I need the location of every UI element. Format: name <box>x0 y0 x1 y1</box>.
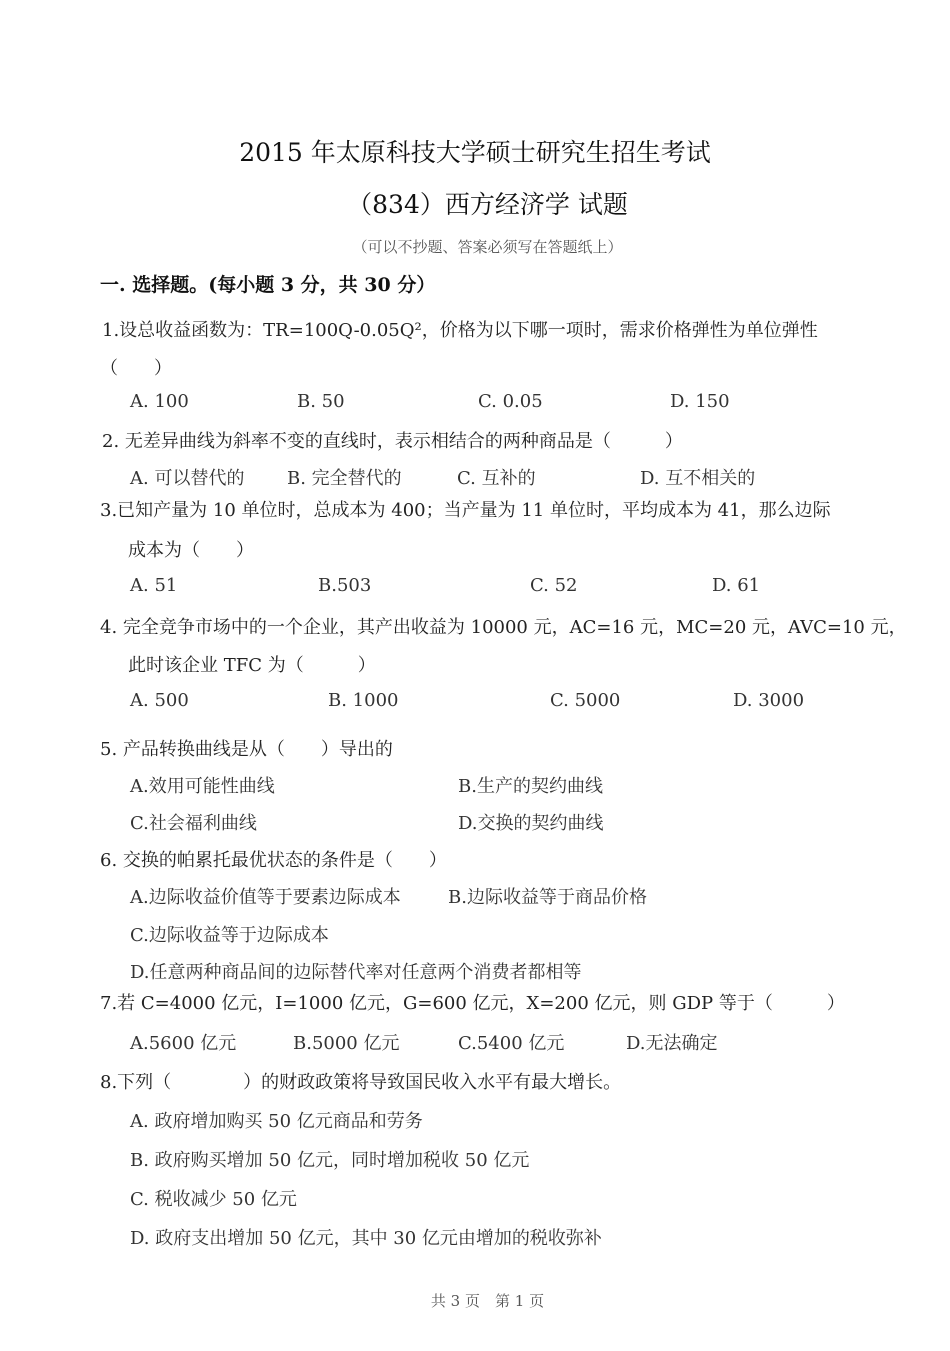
option-d: D. 61 <box>712 575 761 596</box>
option-b: B. 完全替代的 <box>287 468 402 489</box>
option-b: B. 政府购买增加 50 亿元，同时增加税收 50 亿元 <box>130 1150 530 1171</box>
option-b: B.边际收益等于商品价格 <box>448 887 647 908</box>
option-a: A. 100 <box>130 391 189 412</box>
question-text: 4. 完全竞争市场中的一个企业，其产出收益为 10000 元，AC=16 元，MC=20 元，AVC=10 元， <box>100 617 907 638</box>
question-text: 1.设总收益函数为：TR=100Q-0.05Q²，价格为以下哪一项时，需求价格弹性为单位弹性 <box>102 320 818 341</box>
option-c: C. 税收减少 50 亿元 <box>130 1189 297 1210</box>
question-text: 3.已知产量为 10 单位时，总成本为 400；当产量为 11 单位时，平均成本为 41，那么边际 <box>100 500 831 521</box>
question-text: 6. 交换的帕累托最优状态的条件是（ ） <box>100 850 447 871</box>
question-text: 2. 无差异曲线为斜率不变的直线时，表示相结合的两种商品是（ ） <box>102 431 683 452</box>
option-d: D.无法确定 <box>626 1033 718 1054</box>
page-number: 共 3 页 第 1 页 <box>430 1292 545 1310</box>
question-text-cont: 此时该企业 TFC 为（ ） <box>128 655 376 676</box>
option-b: B. 50 <box>297 391 345 412</box>
section-heading: 一. 选择题。(每小题 3 分，共 30 分） <box>100 274 436 296</box>
option-c: C. 0.05 <box>478 391 543 412</box>
option-a: A. 51 <box>130 575 178 596</box>
option-d: D. 150 <box>670 391 730 412</box>
option-a: A.5600 亿元 <box>130 1033 237 1054</box>
exam-subtitle: （834）西方经济学 试题 <box>347 190 628 219</box>
option-a: A.效用可能性曲线 <box>130 776 275 797</box>
option-b: B. 1000 <box>328 690 399 711</box>
question-text: 8.下列（ ）的财政政策将导致国民收入水平有最大增长。 <box>100 1072 622 1093</box>
option-a: A. 500 <box>130 690 189 711</box>
option-d: D.交换的契约曲线 <box>458 813 604 834</box>
option-c: C.边际收益等于边际成本 <box>130 925 329 946</box>
exam-title: 2015 年太原科技大学硕士研究生招生考试 <box>239 138 711 167</box>
answer-blank: （ ） <box>100 358 172 379</box>
question-text: 7.若 C=4000 亿元，I=1000 亿元，G=600 亿元，X=200 亿元，则 GDP 等于（ ） <box>100 993 845 1014</box>
option-c: C. 互补的 <box>457 468 536 489</box>
option-d: D.任意两种商品间的边际替代率对任意两个消费者都相等 <box>130 962 582 983</box>
option-b: B.生产的契约曲线 <box>458 776 603 797</box>
option-c: C. 5000 <box>550 690 621 711</box>
option-a: A. 可以替代的 <box>130 468 245 489</box>
option-d: D. 政府支出增加 50 亿元，其中 30 亿元由增加的税收弥补 <box>130 1228 602 1249</box>
option-c: C. 52 <box>530 575 578 596</box>
option-b: B.5000 亿元 <box>293 1033 400 1054</box>
option-c: C.5400 亿元 <box>458 1033 565 1054</box>
option-c: C.社会福利曲线 <box>130 813 257 834</box>
option-d: D. 互不相关的 <box>640 468 756 489</box>
question-text-cont: 成本为（ ） <box>128 540 254 561</box>
option-a: A. 政府增加购买 50 亿元商品和劳务 <box>130 1111 423 1132</box>
option-a: A.边际收益价值等于要素边际成本 <box>130 887 401 908</box>
option-b: B.503 <box>318 575 372 596</box>
option-d: D. 3000 <box>733 690 805 711</box>
exam-note: （可以不抄题、答案必须写在答题纸上） <box>352 238 623 256</box>
question-text: 5. 产品转换曲线是从（ ）导出的 <box>100 739 393 760</box>
